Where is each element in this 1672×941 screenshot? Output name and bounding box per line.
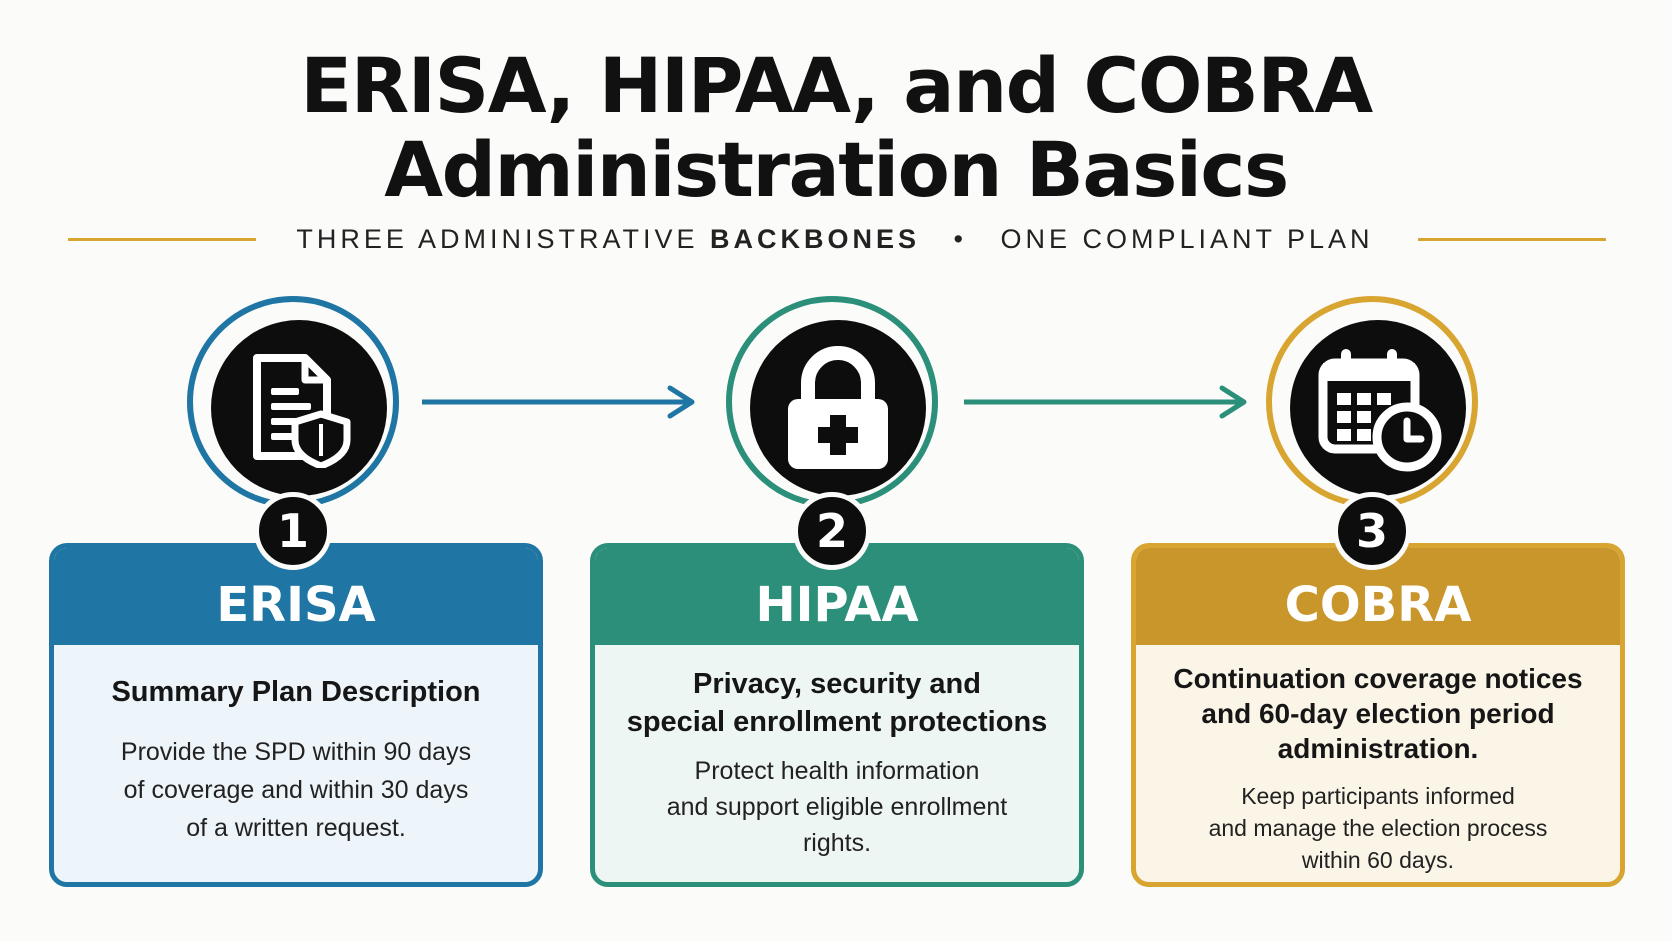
card-subhead-line: administration. <box>1277 733 1479 764</box>
step-number-badge: 3 <box>1333 492 1411 570</box>
card-desc-line: and manage the election process <box>1208 815 1548 841</box>
cobra-card <box>1131 543 1625 887</box>
subtitle-part-2: ONE COMPLIANT PLAN <box>1000 224 1374 254</box>
card-desc-line: of a written request. <box>186 814 406 842</box>
card-desc-line: within 60 days. <box>1301 847 1455 873</box>
card-subhead-line: Continuation coverage notices <box>1173 663 1583 694</box>
card-subhead: Summary Plan Description <box>111 676 481 708</box>
card-desc-line: Protect health information <box>694 757 980 785</box>
card-subhead-line: and 60-day election period <box>1201 698 1555 729</box>
arrow-1-to-2 <box>420 385 700 419</box>
cobra-icon-ring <box>1266 296 1478 508</box>
subtitle <box>280 222 1390 256</box>
step-number-badge: 2 <box>793 492 871 570</box>
card-title: ERISA <box>54 548 538 645</box>
right-divider-rule <box>1418 238 1606 241</box>
subtitle-part-1: THREE ADMINISTRATIVE <box>296 224 699 254</box>
hipaa-icon-ring <box>726 296 938 508</box>
card-subhead-line: special enrollment protections <box>626 706 1048 738</box>
page-title-line-2: Administration Basics <box>384 125 1288 214</box>
left-divider-rule <box>68 238 256 241</box>
erisa-card <box>49 543 543 887</box>
page-title-line-1: ERISA, HIPAA, and COBRA <box>300 41 1372 130</box>
card-desc-line: and support eligible enrollment <box>666 793 1008 821</box>
card-title: HIPAA <box>595 548 1079 645</box>
card-title: COBRA <box>1136 548 1620 645</box>
hipaa-card <box>590 543 1084 887</box>
card-desc-line: of coverage and within 30 days <box>123 776 469 804</box>
document-shield-icon <box>239 348 359 468</box>
step-number-badge: 1 <box>254 492 332 570</box>
erisa-icon-ring <box>187 296 399 508</box>
calendar-clock-icon <box>1313 343 1443 473</box>
subtitle-row <box>0 222 1672 262</box>
card-desc-line: Provide the SPD within 90 days <box>120 738 472 766</box>
subtitle-bold: BACKBONES <box>709 224 920 254</box>
card-subhead-line: Privacy, security and <box>692 668 981 700</box>
card-desc-line: rights. <box>802 829 872 857</box>
arrow-2-to-3 <box>962 385 1252 419</box>
card-desc-line: Keep participants informed <box>1241 783 1515 809</box>
padlock-medical-icon <box>778 343 898 473</box>
subtitle-separator: • <box>953 224 967 254</box>
